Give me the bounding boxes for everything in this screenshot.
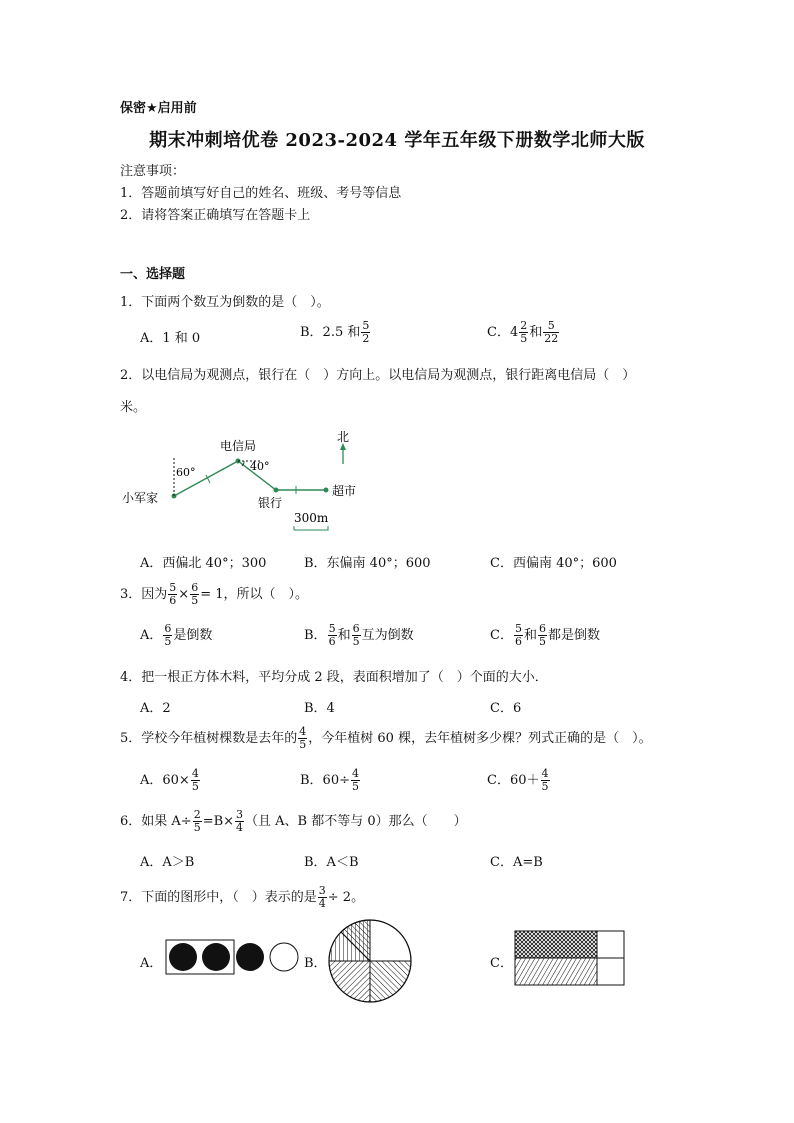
q1-c-fraction-1: $\frac{2}{5}$ bbox=[520, 319, 528, 345]
q3-b-mid: 和 bbox=[337, 628, 351, 643]
home-label: 小军家 bbox=[122, 491, 159, 505]
q3-a-text: 是倒数 bbox=[173, 628, 213, 643]
page-title: 期末冲刺培优卷 2023-2024 学年五年级下册数学北师大版 bbox=[149, 130, 645, 151]
q5-fraction: $\frac{4}{5}$ bbox=[299, 725, 307, 751]
q1-option-b[interactable] bbox=[300, 320, 371, 345]
q2-direction-map bbox=[110, 420, 390, 535]
q6-fraction-1: $\frac{2}{5}$ bbox=[193, 808, 201, 834]
q3-post: = 1，所以（ ）。 bbox=[200, 587, 308, 602]
question-7-stem bbox=[120, 885, 364, 910]
q1-option-c[interactable] bbox=[487, 320, 560, 345]
q2-option-a[interactable]: A．西偏北 40°；300 bbox=[140, 556, 267, 571]
q7-fraction: $\frac{3}{4}$ bbox=[318, 884, 326, 910]
q1-c-mid: 和 bbox=[529, 325, 543, 340]
empty-circle bbox=[270, 943, 298, 971]
north-label: 北 bbox=[337, 430, 350, 444]
confidential-label: 保密★启用前 bbox=[120, 101, 197, 116]
q6-pre: 6．如果 A÷ bbox=[120, 814, 192, 829]
q7-pre: 7．下面的图形中，（ ）表示的是 bbox=[120, 890, 317, 905]
q3-times: × bbox=[178, 587, 190, 602]
q5-pre: 5．学校今年植树棵数是去年的 bbox=[120, 731, 298, 746]
rect-cell-empty bbox=[597, 931, 624, 958]
scale-label: 300m bbox=[294, 511, 329, 525]
q5-c-text: C．60＋ bbox=[487, 773, 540, 788]
q6-post: （且 A、B 都不等与 0）那么（ ） bbox=[245, 814, 467, 829]
q5-post: ，今年植树 60 棵，去年植树多少棵？列式正确的是（ ）。 bbox=[308, 731, 652, 746]
scale-bar bbox=[294, 526, 328, 530]
q7-option-a-circles bbox=[164, 938, 304, 978]
q3-option-b[interactable] bbox=[304, 623, 414, 648]
question-4-stem: 4．把一根正方体木料，平均分成 2 段，表面积增加了（ ）个面的大小． bbox=[120, 670, 548, 685]
q6-mid: =B× bbox=[202, 814, 235, 829]
q5-b-text: B．60÷ bbox=[300, 773, 350, 788]
question-1-stem: 1．下面两个数互为倒数的是（ ）。 bbox=[120, 295, 330, 310]
q6-fraction-2: $\frac{3}{4}$ bbox=[236, 808, 244, 834]
q5-option-a[interactable] bbox=[140, 768, 201, 793]
bank-label: 银行 bbox=[258, 496, 283, 510]
q4-option-c[interactable]: C．6 bbox=[490, 701, 522, 716]
q3-option-a[interactable] bbox=[140, 623, 212, 648]
section-heading: 一、选择题 bbox=[120, 267, 186, 282]
q3-c-text: 都是倒数 bbox=[547, 628, 600, 643]
filled-circle bbox=[236, 943, 264, 971]
filled-circle bbox=[169, 943, 197, 971]
q6-option-c[interactable]: C．A=B bbox=[490, 855, 543, 870]
q7-option-c-label[interactable]: C． bbox=[490, 956, 513, 971]
q3-fraction-1: $\frac{5}{6}$ bbox=[169, 581, 177, 607]
q1-c-fraction-2: $\frac{5}{22}$ bbox=[544, 319, 559, 345]
rect-bottom-hatched bbox=[515, 958, 597, 985]
q5-option-b[interactable] bbox=[300, 768, 361, 793]
q5-option-c[interactable] bbox=[487, 768, 551, 793]
question-6-stem bbox=[120, 809, 467, 834]
notice-item-1: 1．答题前填写好自己的姓名、班级、考号等信息 bbox=[120, 186, 402, 201]
notice-item-2: 2．请将答案正确填写在答题卡上 bbox=[120, 208, 311, 223]
q3-b-text: 互为倒数 bbox=[361, 628, 414, 643]
q3-a-prefix: A． bbox=[140, 628, 163, 643]
question-2-stem-cont: 米。 bbox=[120, 400, 147, 415]
q5-b-fraction: $\frac{4}{5}$ bbox=[352, 767, 359, 793]
notice-title: 注意事项： bbox=[120, 164, 186, 179]
q3-a-fraction: $\frac{6}{5}$ bbox=[164, 622, 172, 648]
market-point bbox=[324, 488, 329, 493]
q5-c-fraction: $\frac{4}{5}$ bbox=[541, 767, 549, 793]
q1-b-text: B．2.5 和 bbox=[300, 325, 361, 340]
bank-point bbox=[274, 488, 279, 493]
q3-c-fraction-2: $\frac{6}{5}$ bbox=[538, 622, 546, 648]
q6-option-b[interactable]: B．A＜B bbox=[304, 855, 359, 870]
question-5-stem bbox=[120, 726, 652, 751]
q2-option-c[interactable]: C．西偏南 40°；600 bbox=[490, 556, 617, 571]
q7-option-b-pie bbox=[327, 918, 413, 1004]
q3-option-c[interactable] bbox=[490, 623, 600, 648]
q3-pre: 3．因为 bbox=[120, 587, 168, 602]
telecom-label: 电信局 bbox=[220, 439, 257, 453]
q4-option-b[interactable]: B．4 bbox=[304, 701, 335, 716]
q3-b-fraction-2: $\frac{6}{5}$ bbox=[352, 622, 360, 648]
q6-option-a[interactable]: A．A＞B bbox=[140, 855, 195, 870]
q3-fraction-2: $\frac{6}{5}$ bbox=[191, 581, 199, 607]
filled-circle bbox=[202, 943, 230, 971]
market-label: 超市 bbox=[332, 484, 357, 498]
angle-40-label: 40° bbox=[250, 460, 270, 473]
q3-c-mid: 和 bbox=[523, 628, 537, 643]
q3-b-prefix: B． bbox=[304, 628, 327, 643]
rect-top-hatched bbox=[515, 931, 597, 958]
q1-option-a[interactable]: A．1 和 0 bbox=[140, 331, 201, 346]
q5-a-fraction: $\frac{4}{5}$ bbox=[191, 767, 199, 793]
question-2-stem: 2．以电信局为观测点，银行在（ ）方向上。以电信局为观测点，银行距离电信局（ ） bbox=[120, 368, 636, 383]
q1-c-text: C．4 bbox=[487, 325, 519, 340]
q3-b-fraction-1: $\frac{5}{6}$ bbox=[328, 622, 336, 648]
q1-b-fraction: $\frac{5}{2}$ bbox=[362, 319, 370, 345]
angle-60-label: 60° bbox=[176, 466, 196, 479]
question-3-stem bbox=[120, 582, 308, 607]
q7-option-c-rectangle bbox=[514, 930, 626, 986]
q3-c-fraction-1: $\frac{5}{6}$ bbox=[514, 622, 522, 648]
q7-option-a-label[interactable]: A． bbox=[140, 956, 163, 971]
q7-post: ÷ 2。 bbox=[327, 890, 365, 905]
q3-c-prefix: C． bbox=[490, 628, 513, 643]
q7-option-b-label[interactable]: B． bbox=[304, 956, 327, 971]
q4-option-a[interactable]: A．2 bbox=[140, 701, 171, 716]
rect-cell-empty bbox=[597, 958, 624, 985]
q2-option-b[interactable]: B．东偏南 40°；600 bbox=[304, 556, 431, 571]
north-arrowhead-icon bbox=[340, 443, 346, 450]
q5-a-text: A．60× bbox=[140, 773, 190, 788]
